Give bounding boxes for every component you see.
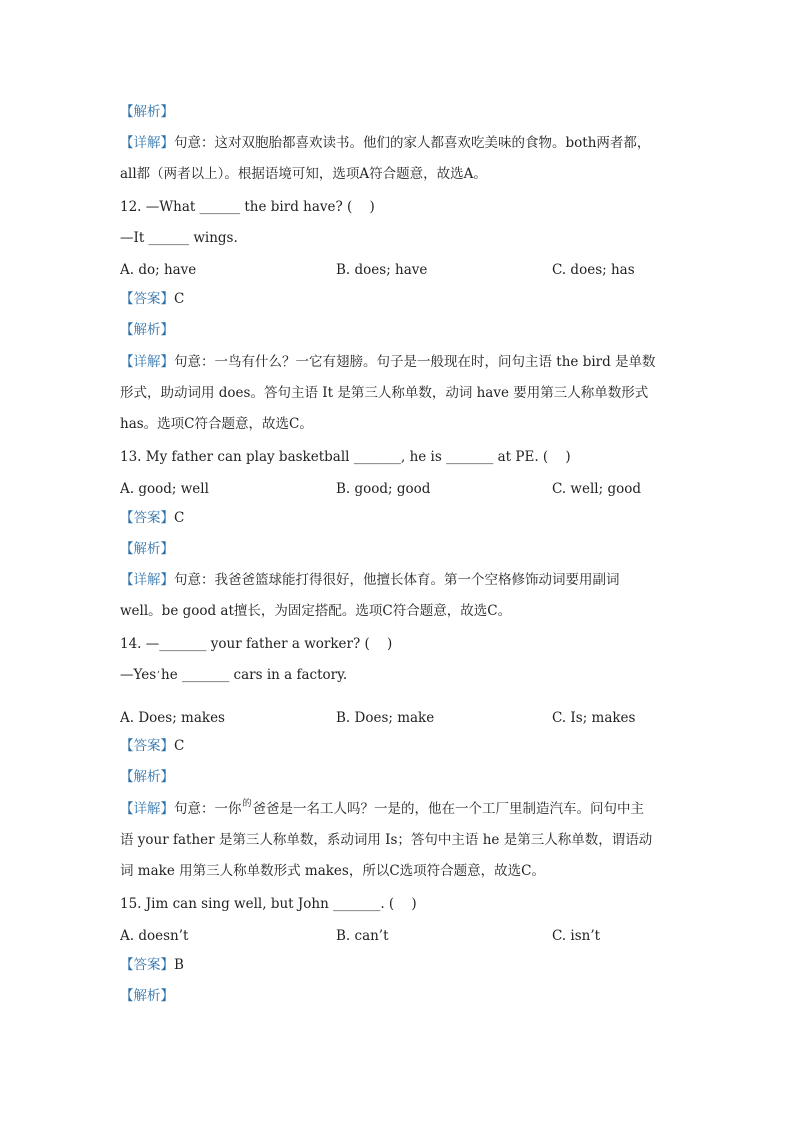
- option-b: B. Does; make: [336, 710, 435, 726]
- option-a: A. Does; makes: [120, 710, 225, 726]
- detail-q11-line2: all都（两者以上）。根据语境可知，选项A符合题意，故选A。: [120, 166, 487, 182]
- question-14-stem: 14. —_______ your father a worker? ( ): [120, 636, 393, 652]
- detail-q12-line2: 形式，助动词用 does。答句主语 It 是第三人称单数，动词 have 要用第三人称单数形式: [120, 385, 649, 401]
- question-14-options: [120, 709, 680, 727]
- option-c: C. well; good: [552, 481, 641, 497]
- analysis-heading-q12: 【解析】: [120, 322, 174, 338]
- question-15-options: [120, 927, 680, 945]
- detail-q11-line1: 【详解】句意：这对双胞胎都喜欢读书。他们的家人都喜欢吃美味的食物。both两者都，: [120, 135, 651, 151]
- option-c: C. Is; makes: [552, 710, 636, 726]
- answer-q12: 【答案】C: [120, 291, 185, 307]
- analysis-heading-q14: 【解析】: [120, 769, 174, 785]
- option-c: C. does; has: [552, 262, 635, 278]
- option-b: B. good; good: [336, 481, 431, 497]
- detail-q14-line2: 语 your father 是第三人称单数，系动词用 Is；答句中主语 he 是第三人称单数，谓语动: [120, 832, 653, 848]
- option-a: A. do; have: [120, 262, 197, 278]
- answer-q15: 【答案】B: [120, 957, 184, 973]
- question-13-options: [120, 480, 680, 498]
- option-c: C. isn’t: [552, 928, 601, 944]
- option-a: A. doesn’t: [120, 928, 189, 944]
- analysis-heading-q13: 【解析】: [120, 541, 174, 557]
- detail-q12-line1: 【详解】句意：一鸟有什么？一它有翅膀。句子是一般现在时，问句主语 the bird 是单数: [120, 354, 656, 370]
- question-14-response: —Yes,he _______ cars in a factory.: [120, 665, 348, 683]
- question-12-options: [120, 261, 680, 279]
- question-15-stem: 15. Jim can sing well, but John _______. ( ): [120, 896, 417, 912]
- analysis-heading-q15: 【解析】: [120, 988, 174, 1004]
- detail-q14-line1: 【详解】句意：一你$^的$爸爸是一名工人吗？一是的，他在一个工厂里制造汽车。问句中主: [120, 799, 645, 817]
- answer-q14: 【答案】C: [120, 738, 185, 754]
- question-12-response: —It ______ wings.: [120, 230, 238, 246]
- option-b: B. can’t: [336, 928, 389, 944]
- option-b: B. does; have: [336, 262, 428, 278]
- question-13-stem: 13. My father can play basketball _______, he is _______ at PE. ( ): [120, 449, 571, 465]
- detail-q13-line1: 【详解】句意：我爸爸篮球能打得很好，他擅长体育。第一个空格修饰动词要用副词: [120, 572, 620, 588]
- detail-q12-line3: has。选项C符合题意，故选C。: [120, 416, 313, 432]
- detail-q14-line3: 词 make 用第三人称单数形式 makes，所以C选项符合题意，故选C。: [120, 863, 545, 879]
- question-12-stem: 12. —What ______ the bird have? ( ): [120, 199, 375, 215]
- detail-q13-line2: well。be good at擅长，为固定搭配。选项C符合题意，故选C。: [120, 603, 512, 619]
- option-a: A. good; well: [120, 481, 209, 497]
- analysis-heading-q11: 【解析】: [120, 104, 174, 120]
- answer-q13: 【答案】C: [120, 510, 185, 526]
